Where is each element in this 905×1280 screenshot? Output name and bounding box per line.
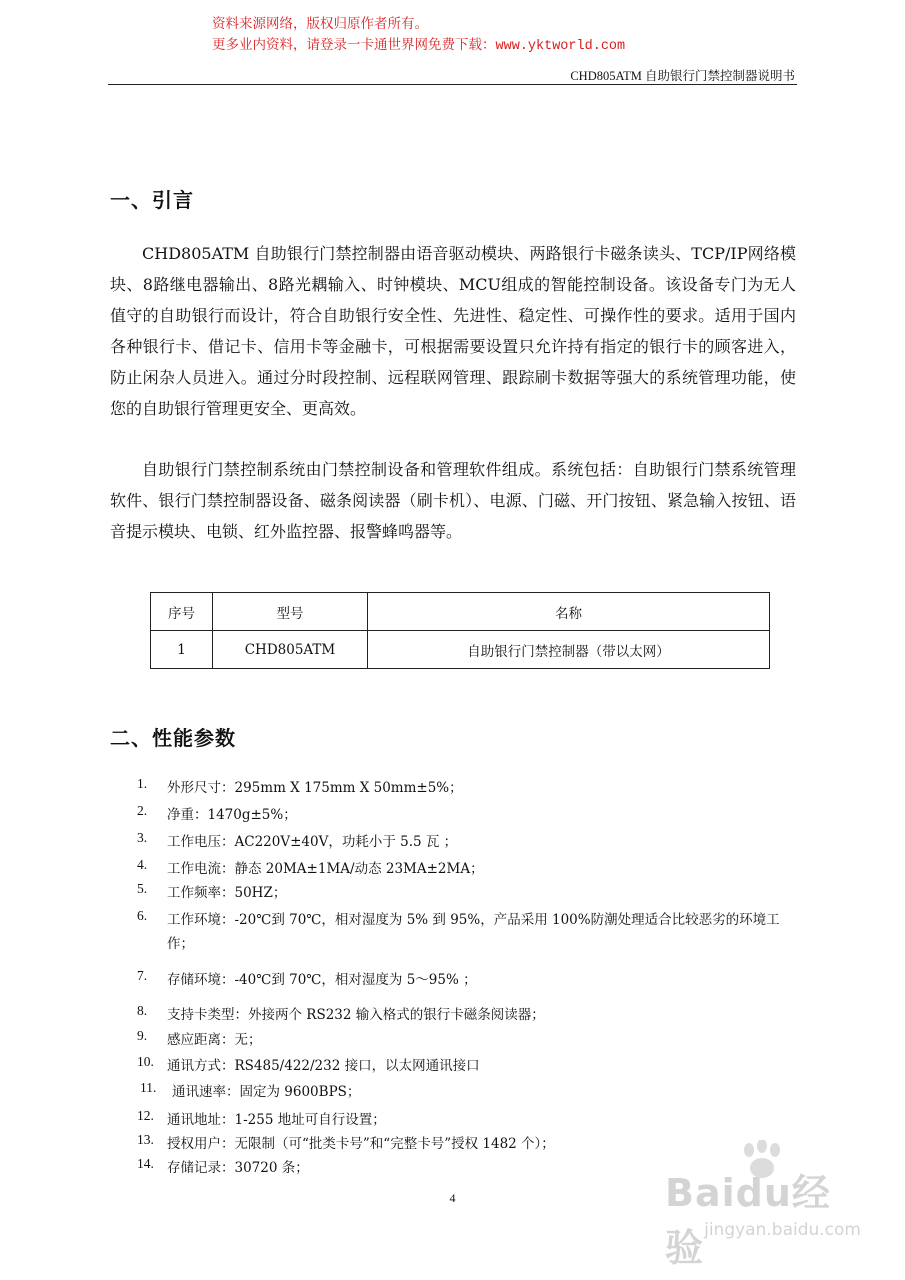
list-item-text: 工作电压：AC220V±40V，功耗小于 5.5 瓦 ； xyxy=(167,834,458,850)
baidu-watermark xyxy=(665,1140,865,1270)
list-item-number: 12. xyxy=(137,1108,154,1123)
list-item-number: 8. xyxy=(137,1003,148,1018)
list-item-number: 6. xyxy=(137,908,148,923)
table-cell: 自助银行门禁控制器（带以太网） xyxy=(368,631,770,669)
product-table xyxy=(150,592,770,669)
list-item-text: 存储记录：30720 条； xyxy=(167,1160,309,1176)
table-row xyxy=(151,631,770,669)
list-item-text: 支持卡类型：外接两个 RS232 输入格式的银行卡磁条阅读器； xyxy=(167,1007,545,1023)
list-item-number: 10. xyxy=(137,1054,154,1069)
list-item-number: 13. xyxy=(137,1132,154,1147)
table-cell: 1 xyxy=(151,631,213,669)
section-heading-performance: 二、性能参数 xyxy=(110,726,236,750)
list-item-text: 存储环境：-40℃到 70℃，相对湿度为 5～95% ； xyxy=(167,972,477,988)
list-item-number: 3. xyxy=(137,830,148,845)
list-item-text: 工作频率：50HZ； xyxy=(167,885,287,901)
list-item-text: 工作环境：-20℃到 70℃，相对湿度为 5% 到 95%，产品采用 100%防潮处理适合比较恶劣的环境工作； xyxy=(167,912,780,952)
table-cell: CHD805ATM xyxy=(213,631,368,669)
list-item-text: 通讯速率：固定为 9600BPS； xyxy=(172,1084,361,1100)
intro-paragraph-1: CHD805ATM 自助银行门禁控制器由语音驱动模块、两路银行卡磁条读头、TCP/IP网络模块、8路继电器输出、8路光耦输入、时钟模块、MCU组成的智能控制设备。该设备专门为无人值守的自助银行而设计，符合自助银行安全性、先进性、稳定性、可操作性的要求。适用于国内各种银行卡、借记卡、信用卡等金融卡，可根据需要设置只允许持有指定的银行卡的顾客进入，防止闲杂人员进入。通过分时段控制、远程联网管理、跟踪刷卡数据等强大的系统管理功能，使您的自助银行管理更安全、更高效。 xyxy=(110,244,796,418)
list-item-number: 4. xyxy=(137,857,148,872)
intro-paragraph-2: 自助银行门禁控制系统由门禁控制设备和管理软件组成。系统包括：自助银行门禁系统管理软件、银行门禁控制器设备、磁条阅读器（刷卡机）、电源、门磁、开门按钮、紧急输入按钮、语音提示模块、电锁、红外监控器、报警蜂鸣器等。 xyxy=(110,460,796,541)
notice-line-1: 资料来源网络，版权归原作者所有。 xyxy=(212,16,428,32)
notice-line-2 xyxy=(212,35,625,57)
list-item-text: 净重：1470g±5%； xyxy=(167,807,297,823)
table-header-cell: 序号 xyxy=(151,593,213,631)
page-number: 4 xyxy=(449,1191,456,1205)
notice-url-link[interactable]: www.yktworld.com xyxy=(495,39,626,54)
list-item-text: 通讯方式：RS485/422/232 接口，以太网通讯接口 xyxy=(167,1058,480,1074)
list-item-text: 外形尺寸：295mm X 175mm X 50mm±5%； xyxy=(167,780,463,796)
list-item-number: 11. xyxy=(140,1080,157,1095)
list-item-text: 通讯地址：1-255 地址可自行设置； xyxy=(167,1112,386,1128)
notice-line-2-text: 更多业内资料，请登录一卡通世界网免费下载： xyxy=(212,37,496,53)
header-divider xyxy=(108,84,797,85)
watermark-site: jingyan.baidu.com xyxy=(704,1220,861,1240)
list-item-number: 7. xyxy=(137,968,148,983)
section-heading-intro: 一、引言 xyxy=(110,188,194,212)
list-item-text: 工作电流：静态 20MA±1MA/动态 23MA±2MA； xyxy=(167,861,484,877)
table-header-cell: 型号 xyxy=(213,593,368,631)
table-header-row xyxy=(151,593,770,631)
list-item-number: 14. xyxy=(137,1156,154,1171)
document-header-title: CHD805ATM 自助银行门禁控制器说明书 xyxy=(570,69,795,83)
list-item-number: 9. xyxy=(137,1028,148,1043)
table-header-cell: 名称 xyxy=(368,593,770,631)
list-item-text: 感应距离：无； xyxy=(167,1032,262,1048)
list-item-number: 5. xyxy=(137,881,148,896)
watermark-brand: Baidu经验 xyxy=(665,1171,831,1270)
list-item-number: 2. xyxy=(137,803,148,818)
list-item-text: 授权用户：无限制（可“批类卡号”和“完整卡号”授权 1482 个）； xyxy=(167,1136,555,1152)
copyright-notice xyxy=(212,14,625,57)
list-item-number: 1. xyxy=(137,776,148,791)
